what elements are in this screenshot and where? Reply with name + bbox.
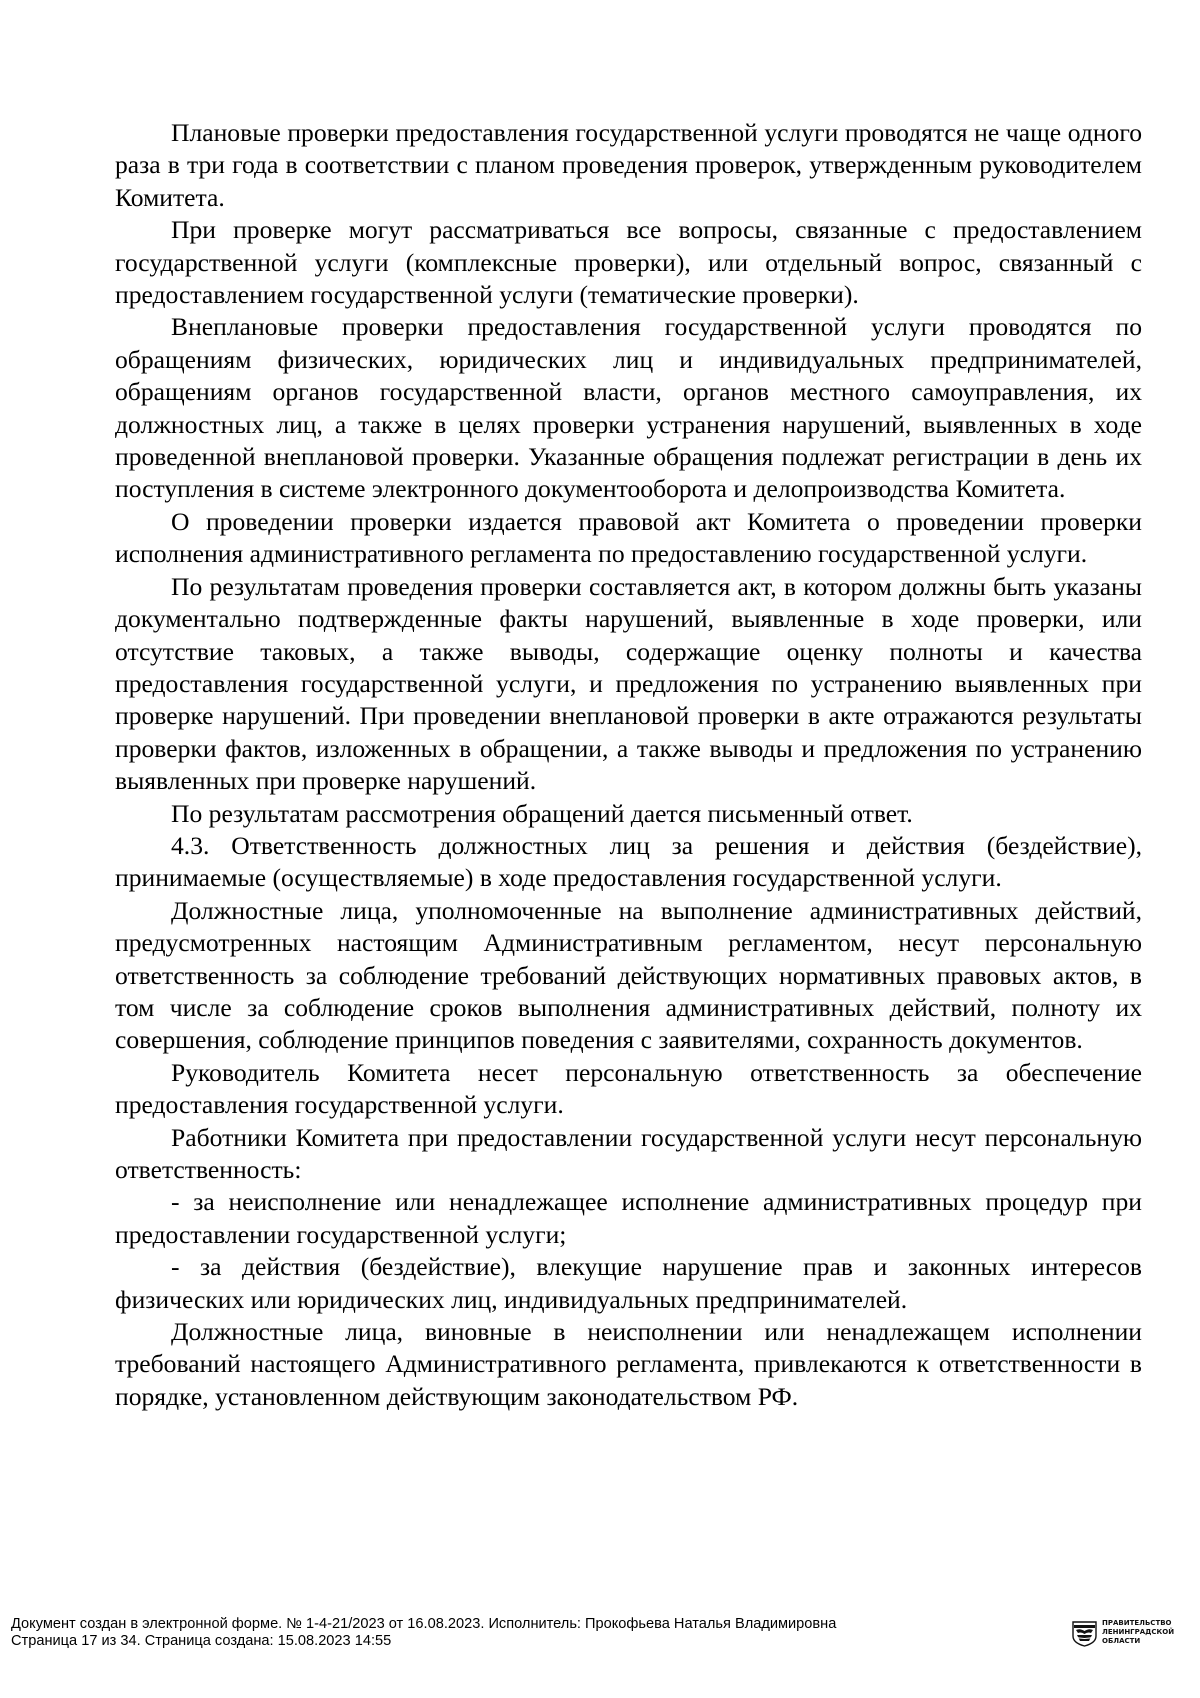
paragraph-check-results: По результатам проведения проверки составляется акт, в котором должны быть указаны документально подтвержденные факты нарушений, выявленные в ходе проверки, или отсутствие таковых, а также выводы, содержащие оценку полноты и качества предоставления государственной услуги, и предложения по устранению выявленных при проверке нарушений. При проведении внеплановой проверки в акте отражаются результаты проверки фактов, изложенных в обращении, а также выводы и предложения по устранению выявленных при проверке нарушений. xyxy=(115,571,1142,796)
government-emblem xyxy=(1071,1619,1191,1649)
list-item-actions: - за действия (бездействие), влекущие нарушение прав и законных интересов физических или юридических лиц, индивидуальных предпринимателей. xyxy=(115,1252,1142,1314)
coat-of-arms-icon xyxy=(1071,1621,1098,1647)
paragraph-check-order: О проведении проверки издается правовой акт Комитета о проведении проверки исполнения административного регламента по предоставлению государственной услуги. xyxy=(115,506,1142,569)
document-footer xyxy=(11,1616,836,1649)
paragraph-officials-responsibility: Должностные лица, уполномоченные на выполнение административных действий, предусмотренных настоящим Административным регламентом, несут персональную ответственность за соблюдение требований действующих нормативных правовых актов, в том числе за соблюдение сроков выполнения административных действий, полноту их совершения, соблюдение принципов поведения с заявителями, сохранность документов. xyxy=(115,895,1142,1055)
footer-page-info: Страница 17 из 34. Страница создана: 15.08.2023 14:55 xyxy=(11,1632,392,1649)
footer-document-info: Документ создан в электронной форме. № 1-4-21/2023 от 16.08.2023. Исполнитель: Прокофьева Наталья Владимировна xyxy=(11,1616,837,1632)
paragraph-liability: Должностные лица, виновные в неисполнении или ненадлежащем исполнении требований настоящего Административного регламента, привлекаются к ответственности в порядке, установленном действующим законодательством РФ. xyxy=(115,1317,1142,1411)
paragraph-unplanned-checks: Внеплановые проверки предоставления государственной услуги проводятся по обращениям физических, юридических лиц и индивидуальных предпринимателей, обращениям органов государственной власти, органов местного самоуправления, их должностных лиц, а также в целях проверки устранения нарушений, выявленных в ходе проведенной внеплановой проверки. Указанные обращения подлежат регистрации в день их поступления в системе электронного документооборота и делопроизводства Комитета. xyxy=(115,312,1142,504)
paragraph-employees-responsibility: Работники Комитета при предоставлении государственной услуги несут персональную ответственность: xyxy=(115,1122,1142,1184)
document-body xyxy=(115,117,1142,1413)
paragraph-head-responsibility: Руководитель Комитета несет персональную ответственность за обеспечение предоставления государственной услуги. xyxy=(115,1057,1142,1120)
section-heading-4-3: 4.3. Ответственность должностных лиц за решения и действия (бездействие), принимаемые (осуществляемые) в ходе предоставления государственной услуги. xyxy=(115,830,1142,893)
paragraph-check-scope: При проверке могут рассматриваться все вопросы, связанные с предоставлением государственной услуги (комплексные проверки), или отдельный вопрос, связанный с предоставлением государственной услуги (тематические проверки). xyxy=(115,215,1142,310)
organization-name: ПРАВИТЕЛЬСТВО ЛЕНИНГРАДСКОЙ ОБЛАСТИ xyxy=(1102,1619,1175,1645)
list-item-procedures: - за неисполнение или ненадлежащее исполнение административных процедур при предоставлении государственной услуги; xyxy=(115,1187,1142,1249)
paragraph-planned-checks: Плановые проверки предоставления государственной услуги проводятся не чаще одного раза в три года в соответствии с планом проведения проверок, утвержденным руководителем Комитета. xyxy=(115,118,1142,212)
paragraph-written-answer: По результатам рассмотрения обращений дается письменный ответ. xyxy=(171,798,913,828)
